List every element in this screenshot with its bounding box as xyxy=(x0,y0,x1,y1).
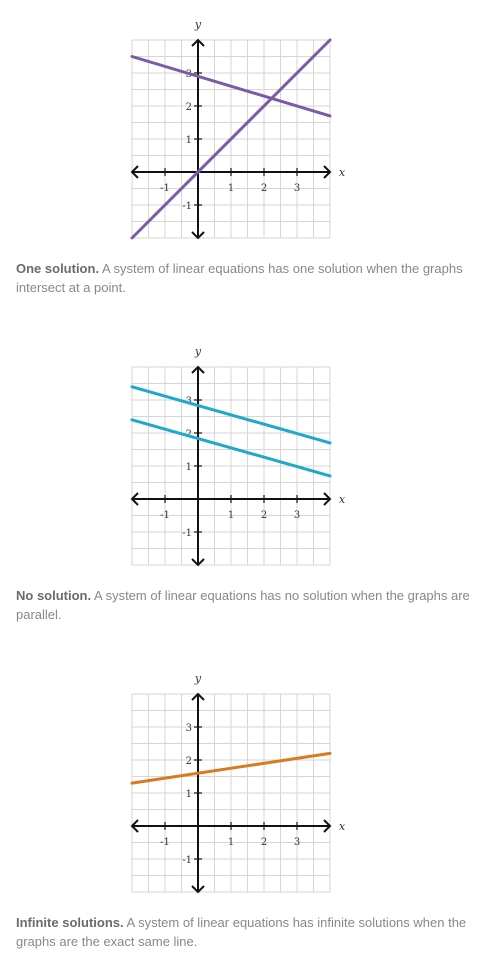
caption-text: A system of linear equations has infinite solutions when the graphs are the exact same line. xyxy=(16,915,467,949)
y-tick-label: 1 xyxy=(185,462,192,473)
y-tick-label: 2 xyxy=(185,429,192,440)
caption-title: Infinite solutions. xyxy=(16,915,124,930)
caption-title: No solution. xyxy=(16,588,92,603)
y-tick-label: -1 xyxy=(182,855,192,866)
chart-3 xyxy=(0,654,481,904)
y-tick-label: 1 xyxy=(185,789,192,800)
x-tick-label: -1 xyxy=(160,837,170,848)
x-axis-label: x xyxy=(338,166,346,179)
x-tick-label: 2 xyxy=(260,837,268,848)
chart-caption-3 xyxy=(16,913,471,951)
y-tick-label: -1 xyxy=(182,528,192,539)
chart-panel-1 xyxy=(0,0,481,310)
y-tick-label: 1 xyxy=(185,135,192,146)
x-tick-label: -1 xyxy=(160,183,170,194)
y-tick-label: 3 xyxy=(185,396,192,407)
x-axis-label: x xyxy=(338,820,346,833)
y-axis-label: y xyxy=(194,18,202,31)
chart-caption-1 xyxy=(16,259,471,297)
y-tick-label: 3 xyxy=(185,723,192,734)
x-tick-label: 2 xyxy=(260,510,268,521)
chart-2 xyxy=(0,327,481,577)
y-tick-label: -1 xyxy=(182,201,192,212)
y-tick-label: 3 xyxy=(185,69,192,80)
caption-text: A system of linear equations has one solution when the graphs intersect at a point. xyxy=(16,261,463,295)
chart-caption-2 xyxy=(16,586,471,624)
x-tick-label: 1 xyxy=(227,837,235,848)
y-axis-label: y xyxy=(194,672,202,685)
x-axis-label: x xyxy=(338,493,346,506)
caption-title: One solution. xyxy=(16,261,100,276)
x-tick-label: 3 xyxy=(293,183,301,194)
chart-panel-2 xyxy=(0,327,481,637)
grid xyxy=(132,694,330,892)
x-tick-label: 3 xyxy=(293,510,301,521)
chart-panel-3 xyxy=(0,654,481,955)
y-axis-label: y xyxy=(194,345,202,358)
x-tick-label: 1 xyxy=(227,183,235,194)
y-tick-label: 2 xyxy=(185,756,192,767)
caption-text: A system of linear equations has no solution when the graphs are parallel. xyxy=(16,588,470,622)
chart-1 xyxy=(0,0,481,250)
x-tick-label: 1 xyxy=(227,510,235,521)
x-tick-label: 3 xyxy=(293,837,301,848)
x-tick-label: -1 xyxy=(160,510,170,521)
x-tick-label: 2 xyxy=(260,183,268,194)
y-tick-label: 2 xyxy=(185,102,192,113)
